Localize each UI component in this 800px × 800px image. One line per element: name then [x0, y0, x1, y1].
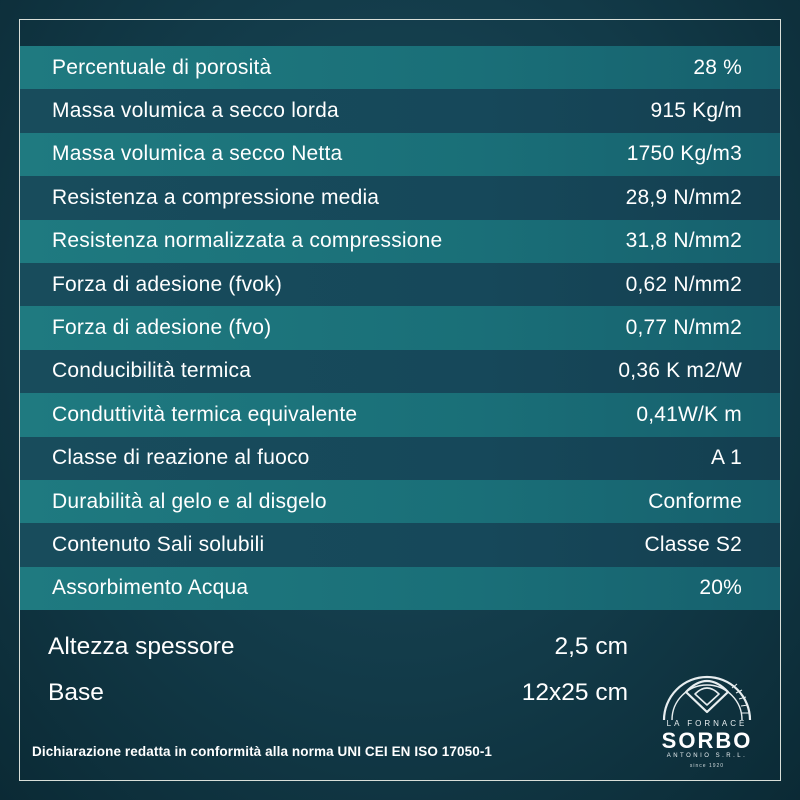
- logo-name: SORBO: [661, 728, 753, 753]
- spec-row: [20, 133, 780, 176]
- spec-value: A 1: [711, 446, 742, 470]
- spec-row: [20, 89, 780, 132]
- spec-row: [20, 263, 780, 306]
- spec-label: Massa volumica a secco lorda: [52, 99, 339, 123]
- spec-label: Percentuale di porosità: [52, 55, 272, 79]
- dimension-row: [48, 624, 628, 670]
- logo-since: since 1920: [689, 763, 725, 769]
- spec-row: [20, 350, 780, 393]
- spec-value: 0,41W/K m: [636, 402, 742, 426]
- spec-row: [20, 523, 780, 566]
- spec-row: [20, 437, 780, 480]
- spec-row: [20, 393, 780, 436]
- spec-value: 1750 Kg/m3: [626, 142, 742, 166]
- spec-row: [20, 306, 780, 349]
- spec-value: 28,9 N/mm2: [625, 185, 742, 209]
- logo-top-text: LA FORNACE: [666, 719, 748, 728]
- spec-label: Forza di adesione (fvok): [52, 272, 283, 296]
- dimension-value: 12x25 cm: [521, 679, 628, 706]
- spec-label: Resistenza normalizzata a compressione: [52, 229, 443, 253]
- spec-label: Classe di reazione al fuoco: [52, 446, 310, 470]
- dimension-row: [48, 670, 628, 716]
- dimensions-block: [48, 624, 628, 716]
- spec-label: Conduttività termica equivalente: [52, 402, 358, 426]
- conformity-note: Dichiarazione redatta in conformità alla norma UNI CEI EN ISO 17050-1: [32, 744, 493, 759]
- spec-value: 0,62 N/mm2: [625, 272, 742, 296]
- spec-row: [20, 46, 780, 89]
- spec-value: Conforme: [648, 489, 742, 513]
- spec-value: 28 %: [693, 55, 742, 79]
- specs-table: [20, 46, 780, 610]
- spec-row: [20, 567, 780, 610]
- dimension-label: Altezza spessore: [48, 633, 235, 660]
- dimension-label: Base: [48, 679, 104, 706]
- spec-value: Classe S2: [644, 532, 742, 556]
- spec-value: 20%: [699, 576, 742, 600]
- spec-label: Assorbimento Acqua: [52, 576, 249, 600]
- spec-value: 915 Kg/m: [650, 99, 742, 123]
- kiln-icon: [652, 662, 762, 722]
- spec-row: [20, 480, 780, 523]
- company-logo: [652, 662, 762, 772]
- spec-label: Durabilità al gelo e al disgelo: [52, 489, 327, 513]
- spec-label: Massa volumica a secco Netta: [52, 142, 343, 166]
- spec-label: Resistenza a compressione media: [52, 185, 380, 209]
- spec-label: Forza di adesione (fvo): [52, 316, 272, 340]
- dimension-value: 2,5 cm: [554, 633, 628, 660]
- logo-sub-text: ANTONIO S.R.L.: [666, 753, 748, 759]
- spec-value: 0,36 K m2/W: [618, 359, 742, 383]
- spec-row: [20, 176, 780, 219]
- spec-value: 0,77 N/mm2: [625, 316, 742, 340]
- spec-label: Contenuto Sali solubili: [52, 532, 265, 556]
- spec-row: [20, 220, 780, 263]
- spec-label: Conducibilità termica: [52, 359, 252, 383]
- spec-value: 31,8 N/mm2: [625, 229, 742, 253]
